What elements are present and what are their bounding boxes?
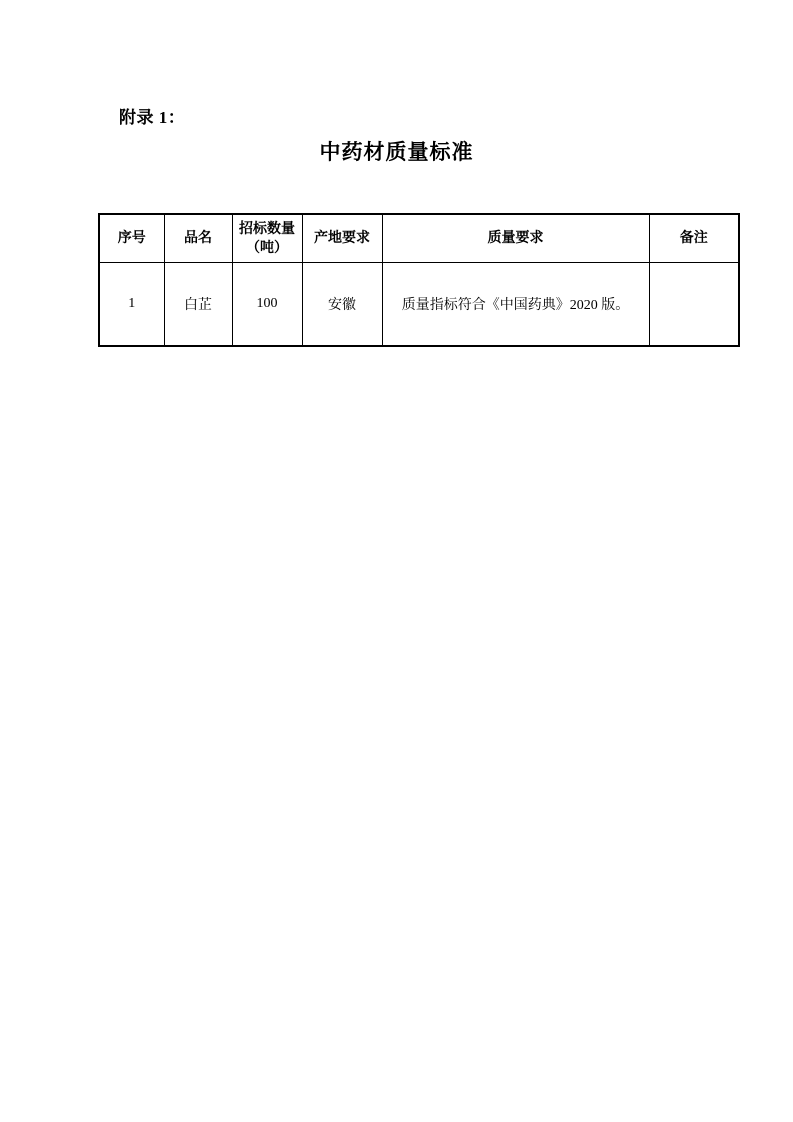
table-row (99, 263, 739, 347)
header-quantity (232, 214, 302, 263)
header-quality (382, 214, 649, 263)
header-name (164, 214, 232, 263)
header-remark (649, 214, 739, 263)
header-quality-label: 质量要求 (487, 231, 544, 246)
header-name-label: 品名 (184, 231, 212, 246)
quality-standard-table (98, 213, 740, 347)
appendix-label: 附录 1： (119, 108, 186, 127)
header-origin (302, 214, 382, 263)
header-quantity-label-line2: （吨） (246, 240, 288, 256)
header-quantity-label-line1: 招标数量 (239, 221, 295, 237)
cell-name: 白芷 (164, 263, 232, 347)
cell-origin: 安徽 (302, 263, 382, 347)
cell-seq: 1 (99, 263, 164, 347)
cell-remark (649, 263, 739, 347)
header-origin-label: 产地要求 (314, 231, 370, 246)
header-remark-label: 备注 (679, 231, 708, 246)
header-seq (99, 214, 164, 263)
header-seq-label: 序号 (117, 231, 146, 246)
page-title: 中药材质量标准 (319, 140, 474, 164)
cell-quantity: 100 (232, 263, 302, 347)
table-body (99, 263, 739, 347)
table-header (99, 214, 739, 263)
header-row (99, 214, 739, 263)
cell-quality: 质量指标符合《中国药典》2020 版。 (382, 263, 649, 347)
